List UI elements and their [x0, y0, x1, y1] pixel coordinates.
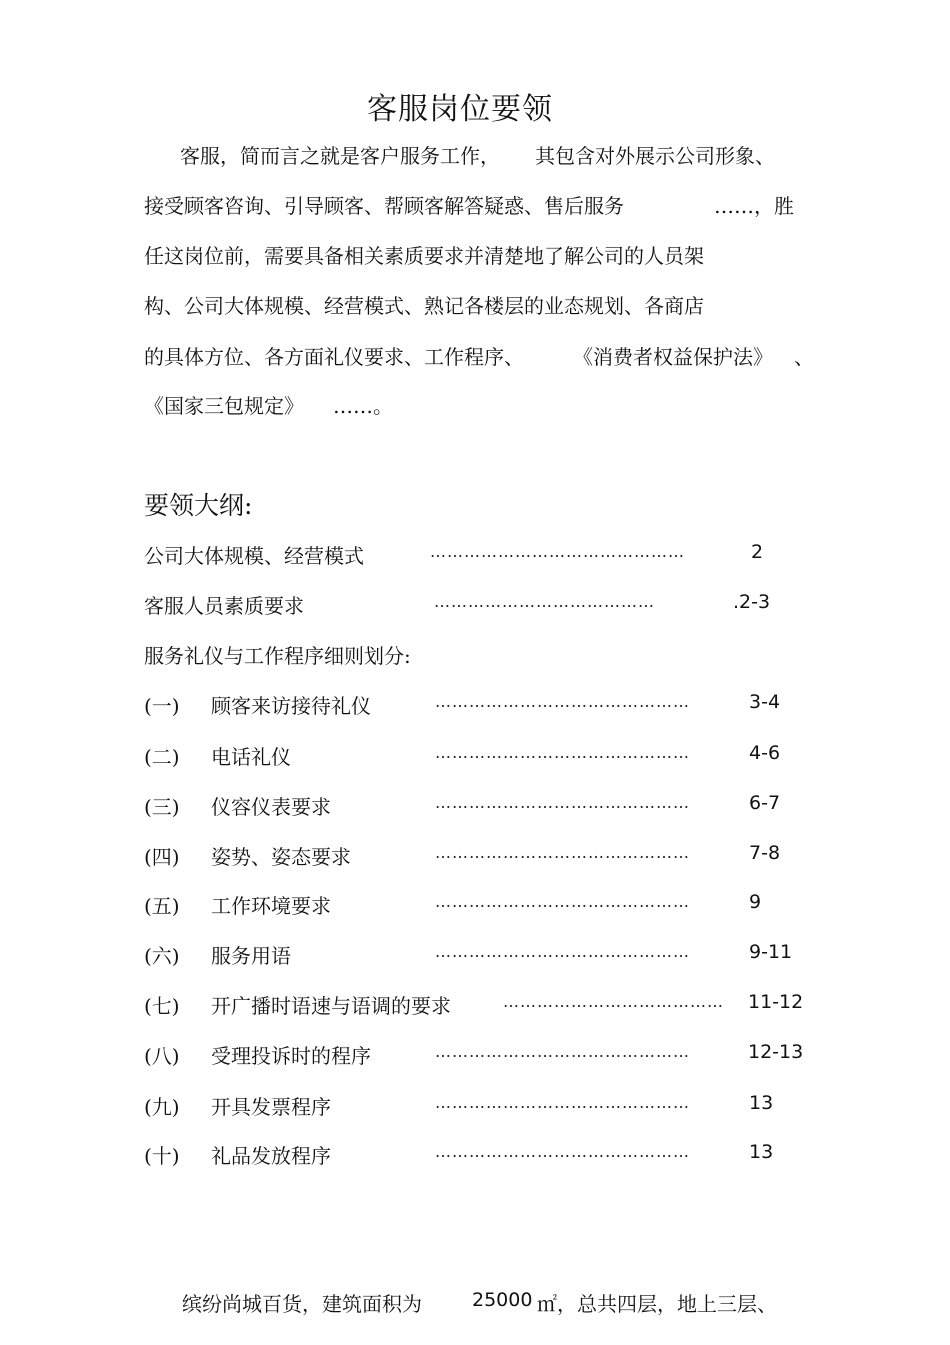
body-line-part1: 缤纷尚城百货，建筑面积为 [182, 1292, 422, 1316]
toc-leader-dots: ……………………………………… [435, 843, 690, 862]
toc-entry-text: 公司大体规模、经营模式 [144, 544, 364, 568]
intro-line-5a: 的具体方位、各方面礼仪要求、工作程序、 [144, 345, 524, 369]
sub-item-number: (六) [144, 944, 180, 968]
intro-line-2b: ……，胜 [714, 194, 794, 218]
sub-item-number: (五) [144, 894, 180, 918]
sub-item-number: (一) [144, 694, 180, 718]
sub-item-number: (八) [144, 1044, 180, 1068]
sub-item-text: 工作环境要求 [211, 894, 331, 918]
toc-page-number: 3-4 [749, 691, 781, 713]
intro-line-1a: 客服，简而言之就是客户服务工作， [180, 144, 500, 168]
sub-item-text: 受理投诉时的程序 [211, 1044, 371, 1068]
intro-line-2a: 接受顾客咨询、引导顾客、帮顾客解答疑惑、售后服务 [144, 194, 624, 218]
intro-line-4: 构、公司大体规模、经营模式、熟记各楼层的业态规划、各商店 [144, 294, 704, 318]
sub-item-text: 服务用语 [211, 944, 291, 968]
toc-page-number: 13 [749, 1092, 774, 1114]
sub-item-number: (三) [144, 795, 180, 819]
toc-leader-dots: ……………………………………… [435, 942, 690, 961]
intro-line-5c: 、 [794, 345, 814, 369]
toc-page-number: 4-6 [749, 742, 781, 764]
toc-leader-dots: ……………………………………… [435, 692, 690, 711]
subsection-heading: 服务礼仪与工作程序细则划分: [144, 644, 411, 668]
outline-heading: 要领大纲: [144, 491, 253, 520]
intro-line-3: 任这岗位前，需要具备相关素质要求并清楚地了解公司的人员架 [144, 244, 704, 268]
toc-page-number: 13 [749, 1141, 774, 1163]
toc-leader-dots: ……………………………………… [435, 1042, 690, 1061]
sub-item-text: 仪容仪表要求 [211, 795, 331, 819]
sub-item-number: (十) [144, 1144, 180, 1168]
toc-leader-dots: ……………………………………… [430, 542, 685, 561]
sub-item-text: 礼品发放程序 [211, 1144, 331, 1168]
toc-page-number: 9-11 [749, 941, 793, 963]
toc-leader-dots: ……………………………………… [435, 793, 690, 812]
toc-page-number: 12-13 [748, 1041, 804, 1063]
toc-leader-dots: ……………………………………… [435, 743, 690, 762]
toc-page-number: 7-8 [749, 842, 781, 864]
toc-entry-text: 客服人员素质要求 [144, 594, 304, 618]
body-line-unit: ㎡ [537, 1292, 557, 1316]
toc-leader-dots: ……………………………………… [435, 1142, 690, 1161]
sub-item-text: 电话礼仪 [211, 745, 291, 769]
intro-line-6a: 《国家三包规定》 [144, 394, 304, 418]
body-line-area: 25000 [472, 1289, 533, 1311]
toc-leader-dots: ………………………………… [503, 992, 724, 1011]
sub-item-number: (四) [144, 845, 180, 869]
toc-page-number: .2-3 [733, 591, 771, 613]
sub-item-text: 姿势、姿态要求 [211, 845, 351, 869]
toc-page-number: 6-7 [749, 792, 781, 814]
sub-item-text: 开广播时语速与语调的要求 [211, 994, 451, 1018]
toc-leader-dots: ………………………………… [434, 592, 655, 611]
sub-item-number: (二) [144, 745, 180, 769]
toc-page-number: 2 [751, 541, 764, 563]
sub-item-number: (七) [144, 994, 180, 1018]
sub-item-text: 开具发票程序 [211, 1095, 331, 1119]
body-line-part2: ，总共四层，地上三层、 [557, 1292, 777, 1316]
toc-page-number: 11-12 [748, 991, 804, 1013]
document-title: 客服岗位要领 [367, 92, 553, 127]
intro-line-5b: 《消费者权益保护法》 [573, 345, 773, 369]
toc-page-number: 9 [749, 891, 762, 913]
intro-line-6b: ……。 [333, 394, 393, 418]
toc-leader-dots: ……………………………………… [435, 892, 690, 911]
toc-leader-dots: ……………………………………… [435, 1093, 690, 1112]
intro-line-1b: 其包含对外展示公司形象、 [535, 144, 775, 168]
sub-item-text: 顾客来访接待礼仪 [211, 694, 371, 718]
sub-item-number: (九) [144, 1095, 180, 1119]
